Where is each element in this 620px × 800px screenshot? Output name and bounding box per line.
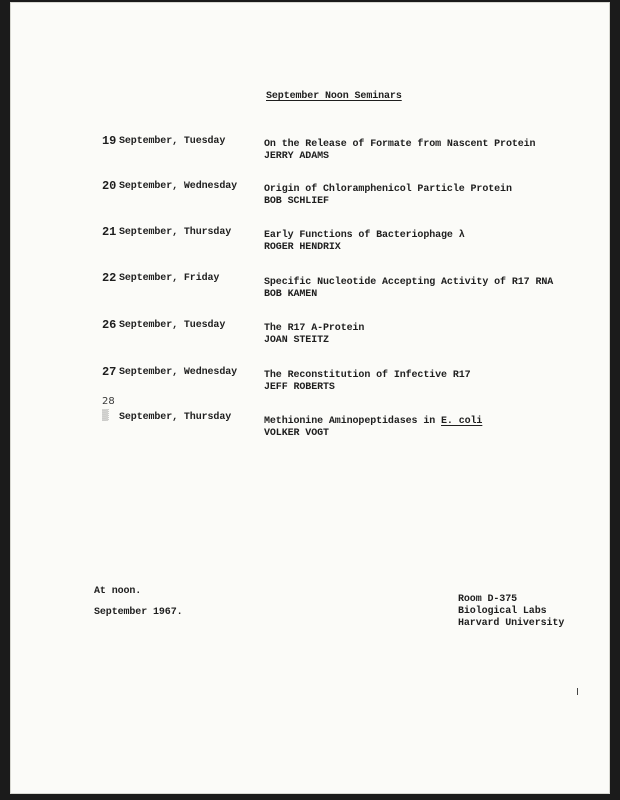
pencil-mark — [577, 688, 578, 695]
seminar-topic: Specific Nucleotide Accepting Activity of R17 RNA — [264, 277, 554, 288]
building-name: Biological Labs — [458, 606, 547, 617]
seminar-speaker: BOB SCHLIEF — [264, 196, 329, 207]
seminar-date: September, Wednesday — [119, 367, 238, 378]
seminar-topic: Early Functions of Bacteriophage λ — [264, 230, 465, 241]
seminar-speaker: JERRY ADAMS — [264, 151, 329, 162]
seminar-day: 21 — [102, 225, 117, 239]
seminar-speaker: VOLKER VOGT — [264, 428, 329, 439]
seminar-date: September, Thursday — [119, 227, 232, 238]
seminar-speaker: JEFF ROBERTS — [264, 382, 335, 393]
document-page — [10, 2, 610, 794]
seminar-topic — [264, 416, 482, 428]
seminar-day: 27 — [102, 365, 117, 379]
seminar-date: September, Wednesday — [119, 181, 238, 192]
seminar-speaker: BOB KAMEN — [264, 289, 318, 300]
handwritten-correction: 28 — [102, 396, 115, 407]
issue-date: September 1967. — [94, 607, 183, 618]
seminar-speaker: ROGER HENDRIX — [264, 242, 341, 253]
seminar-day: 20 — [102, 179, 117, 193]
room-number: Room D-375 — [458, 594, 518, 605]
seminar-speaker: JOAN STEITZ — [264, 335, 329, 346]
struck-typed-day: ▒ — [102, 410, 109, 422]
seminar-date: September, Tuesday — [119, 136, 226, 147]
seminar-topic: On the Release of Formate from Nascent Protein — [264, 139, 536, 150]
seminar-topic: Origin of Chloramphenicol Particle Protein — [264, 184, 512, 195]
seminar-topic: The Reconstitution of Infective R17 — [264, 370, 471, 381]
institution-name: Harvard University — [458, 618, 565, 629]
seminar-date: September, Friday — [119, 273, 220, 284]
seminar-topic: The R17 A-Protein — [264, 323, 365, 334]
species-name: E. coli — [441, 416, 483, 427]
seminar-day: 26 — [102, 318, 117, 332]
seminar-day: 22 — [102, 271, 117, 285]
seminar-date: September, Tuesday — [119, 320, 226, 331]
seminar-day: 19 — [102, 134, 117, 148]
document-title: September Noon Seminars — [266, 91, 402, 102]
seminar-date: September, Thursday — [119, 412, 232, 423]
seminar-topic-text: Methionine Aminopeptidases in — [264, 416, 442, 427]
time-note: At noon. — [94, 586, 142, 597]
